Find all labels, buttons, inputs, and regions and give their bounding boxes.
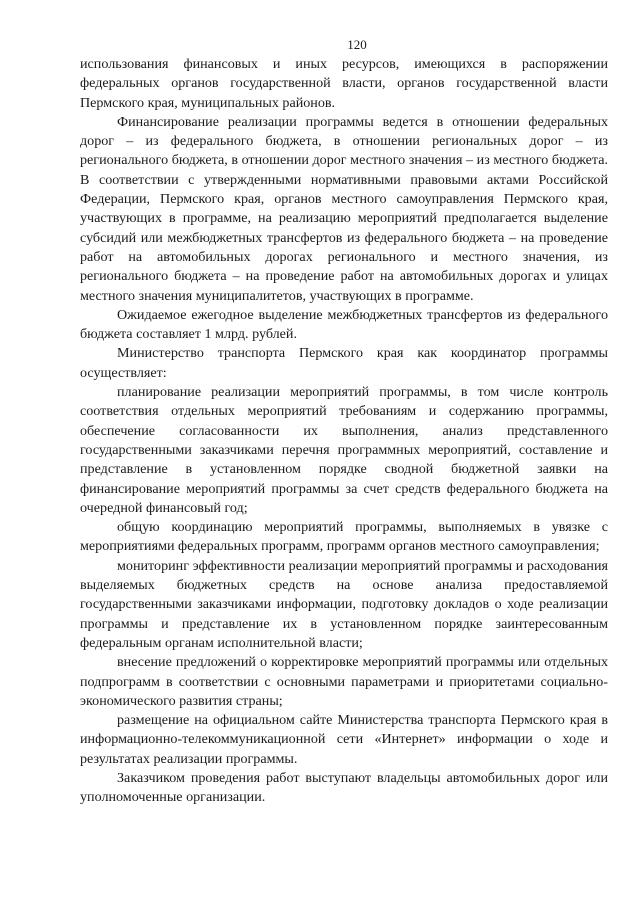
- paragraph-9: размещение на официальном сайте Министерства транспорта Пермского края в информационно-телекоммуникационной сети «Интернет» информации о ходе и результатах реализации программы.: [80, 712, 608, 767]
- paragraph-8: внесение предложений о корректировке мероприятий программы или отдельных подпрограмм в соответствии с основными параметрами и приоритетами социально-экономического развития страны;: [80, 654, 608, 709]
- paragraph-6: общую координацию мероприятий программы, выполняемых в увязке с мероприятиями федеральных программ, программ органов местного самоуправления;: [80, 519, 608, 555]
- paragraph-7: мониторинг эффективности реализации мероприятий программы и расходования выделяемых бюджетных средств на основе анализа предоставляемой государственными заказчиками информации, подготовку докладов о ходе реализации программы и представление их в установленном порядке заинтересованным федеральным органам исполнительной власти;: [80, 557, 608, 651]
- paragraph-3: Ожидаемое ежегодное выделение межбюджетных трансфертов из федерального бюджета составляет 1 млрд. рублей.: [80, 306, 608, 343]
- paragraph-2: Финансирование реализации программы ведется в отношении федеральных дорог – из федерального бюджета, в отношении региональных дорог – из регионального бюджета, в отношении дорог местного значения – из местного бюджета. В соответствии с утвержденными нормативными правовыми актами Российской Федерации, Пермского края, органов местного самоуправления Пермского края, участвующих в программе, на реализацию мероприятий предполагается выделение субсидий или межбюджетных трансфертов из федерального бюджета – на проведение работ на автомобильных дорогах регионального и местного значения, из регионального бюджета – на проведение работ на автомобильных дорогах и улицах местного значения муниципалитетов, участвующих в программе.: [80, 113, 608, 304]
- paragraph-10: Заказчиком проведения работ выступают владельцы автомобильных дорог или уполномоченные организации.: [80, 769, 608, 806]
- paragraph-5: планирование реализации мероприятий программы, в том числе контроль соответствия отдельных мероприятий требованиям и содержанию программы, обеспечение согласованности их выполнения, анализ представленного государственными заказчиками перечня программных мероприятий, составление и представление в установленном порядке сводной бюджетной заявки на финансирование мероприятий программы за счет средств федерального бюджета на очередной финансовый год;: [80, 384, 608, 516]
- page-number: 120: [347, 37, 367, 52]
- paragraph-4: Министерство транспорта Пермского края как координатор программы осуществляет:: [80, 345, 608, 381]
- paragraph-1: использования финансовых и иных ресурсов, имеющихся в распоряжении федеральных органов государственной власти, органов государственной власти Пермского края, муниципальных районов.: [80, 56, 608, 111]
